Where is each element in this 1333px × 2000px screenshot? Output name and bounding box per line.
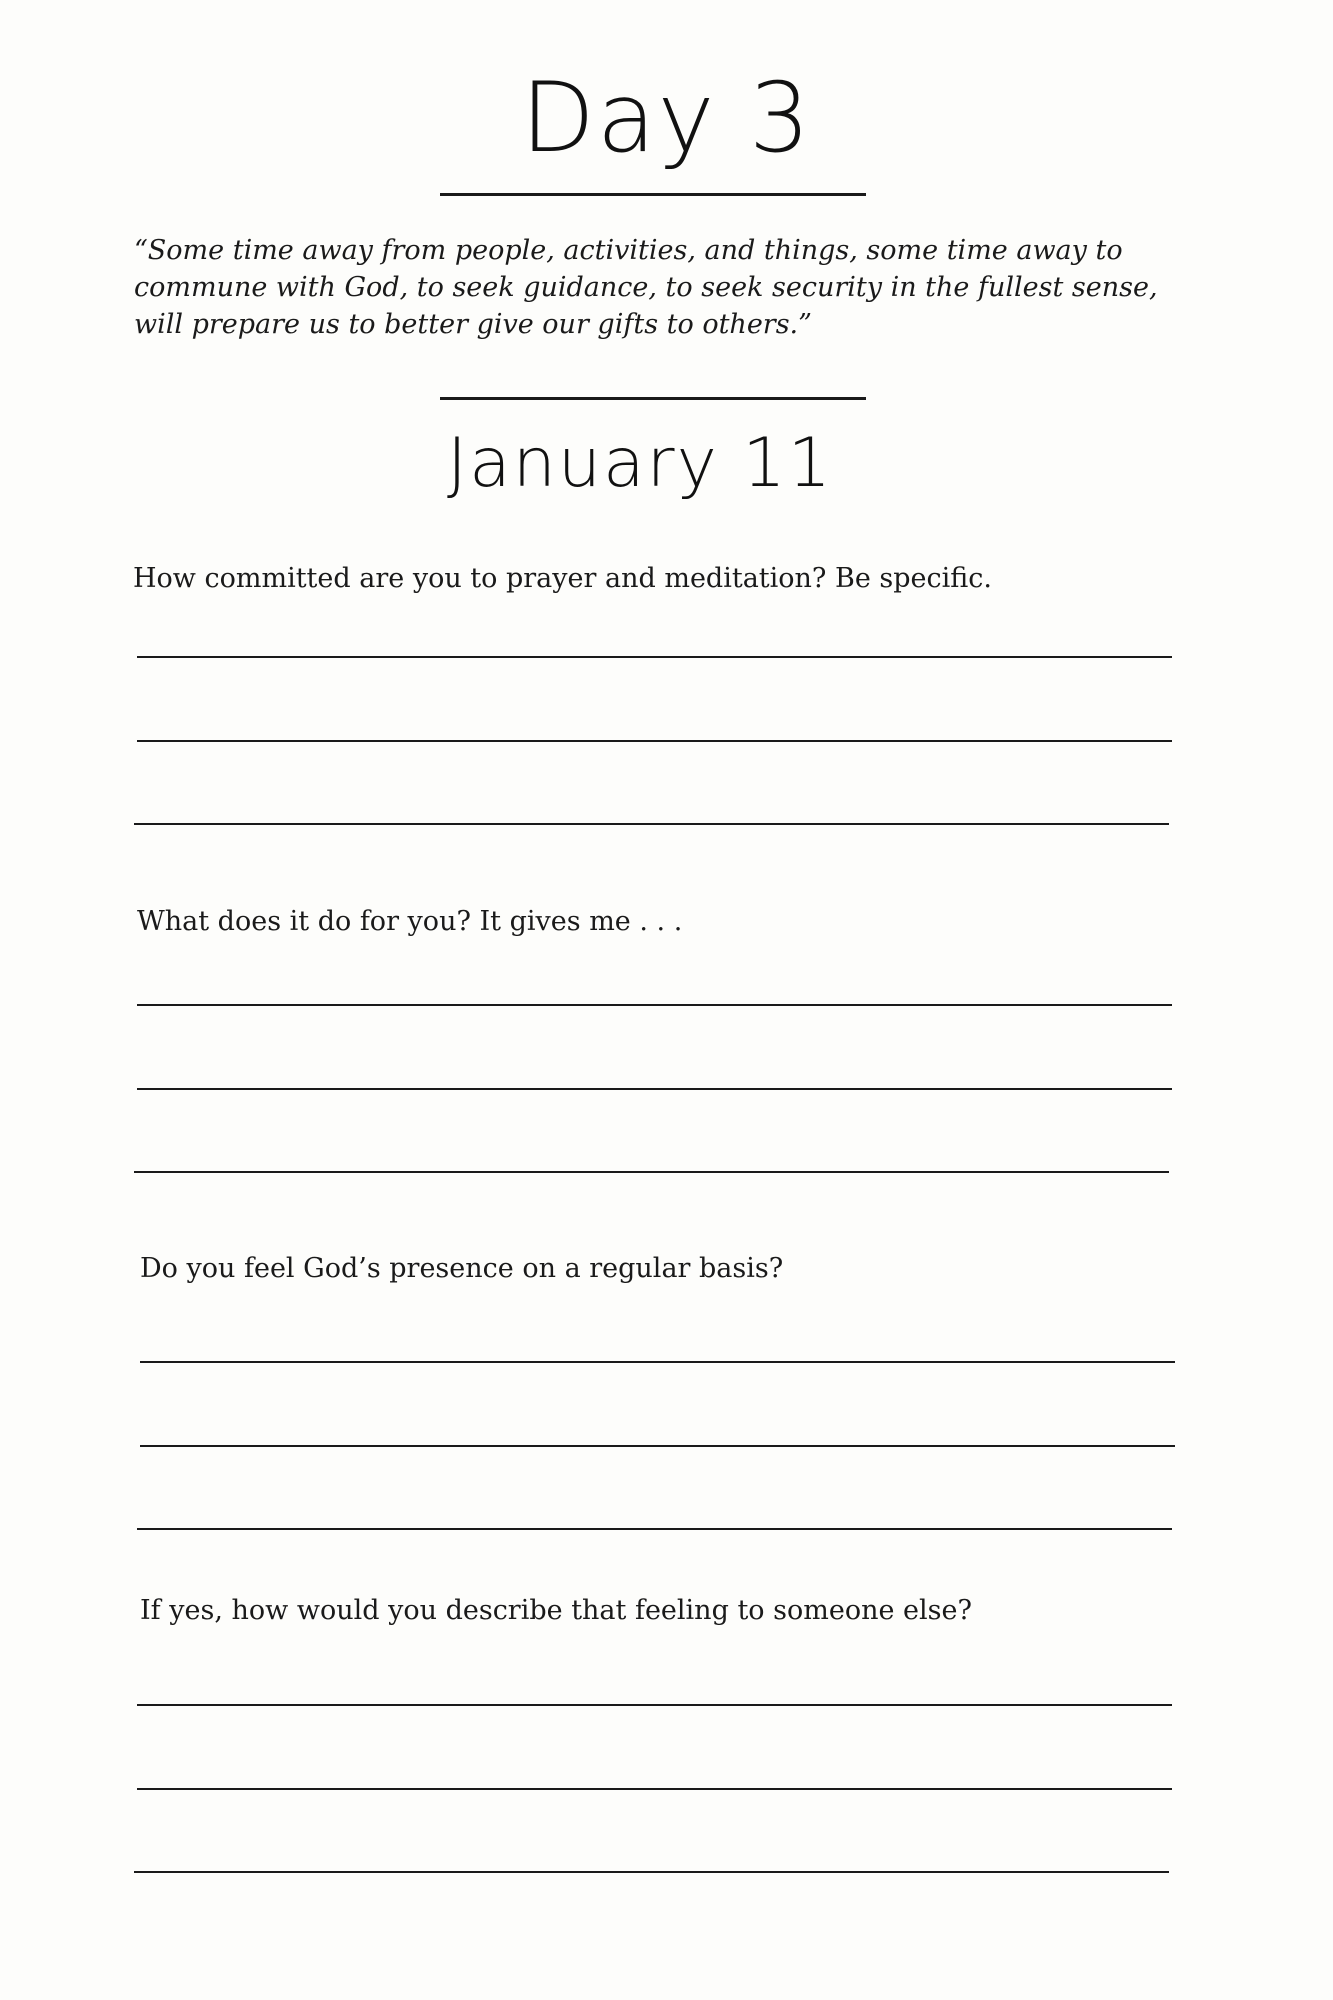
date-heading: January 11 bbox=[447, 424, 833, 503]
answer-line[interactable] bbox=[137, 1528, 1172, 1530]
answer-line[interactable] bbox=[140, 1445, 1175, 1447]
title-divider bbox=[440, 193, 866, 196]
quote-divider bbox=[440, 397, 866, 400]
answer-line[interactable] bbox=[134, 1871, 1169, 1873]
quote-line: will prepare us to better give our gifts to others.” bbox=[134, 309, 812, 340]
answer-line[interactable] bbox=[134, 823, 1169, 825]
prompt-question: Do you feel God’s presence on a regular basis? bbox=[140, 1253, 784, 1284]
answer-line[interactable] bbox=[137, 1088, 1172, 1090]
prompt-question: What does it do for you? It gives me . . . bbox=[137, 906, 683, 937]
answer-line[interactable] bbox=[137, 1788, 1172, 1790]
quote-line: “Some time away from people, activities, and things, some time away to bbox=[134, 235, 1123, 266]
prompt-question: If yes, how would you describe that feeling to someone else? bbox=[140, 1595, 972, 1626]
answer-line[interactable] bbox=[137, 1704, 1172, 1706]
answer-line[interactable] bbox=[134, 1171, 1169, 1173]
page-title: Day 3 bbox=[520, 62, 813, 174]
answer-line[interactable] bbox=[137, 740, 1172, 742]
quote bbox=[134, 232, 1194, 343]
prompt-question: How committed are you to prayer and meditation? Be specific. bbox=[133, 563, 992, 594]
quote-line: commune with God, to seek guidance, to seek security in the fullest sense, bbox=[134, 272, 1158, 303]
answer-line[interactable] bbox=[137, 656, 1172, 658]
answer-line[interactable] bbox=[137, 1004, 1172, 1006]
answer-line[interactable] bbox=[140, 1361, 1175, 1363]
